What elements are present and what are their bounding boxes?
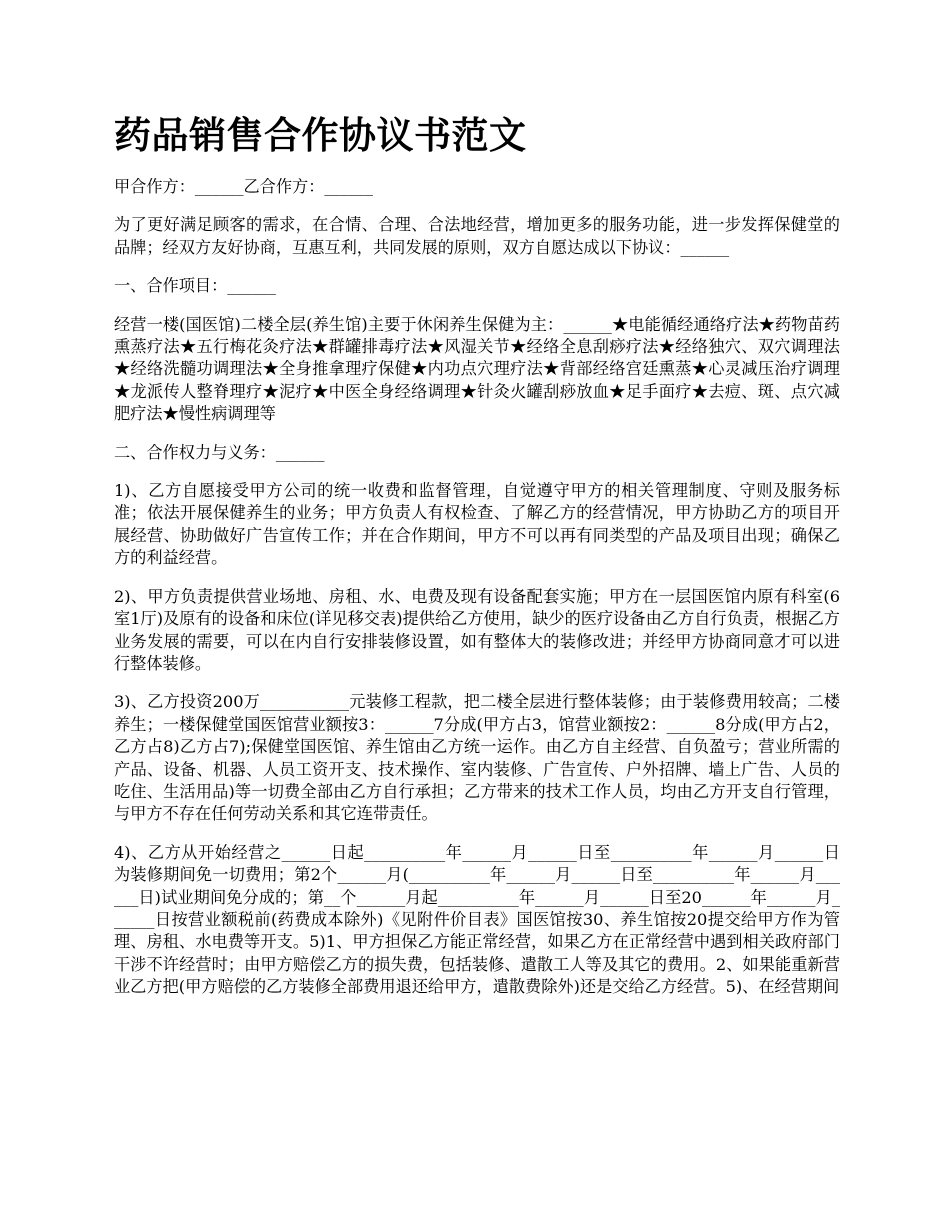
section-heading-rights-obligations: 二、合作权力与义务：______ <box>114 442 325 462</box>
parties-line: 甲合作方：______乙合作方：______ <box>114 177 373 196</box>
document-body <box>114 176 840 1015</box>
clause-4-paragraph: 4)、乙方从开始经营之______日起__________年______月______日至__________年______月______日为装修期间免一切费用；第2个______月(__________年______月______日至__________年______月______日)试业期间免分成的；第__个______月起__________年______月______日至20______年______月______日按营业额税前(药费成本除外)《见附件价目表》国医馆按30、养生馆按20提交给甲方作为管理、房租、水电费等开支。5)1、甲方担保乙方能正常经营，如果乙方在正常经营中遇到相关政府部门干涉不许经营时；由甲方赔偿乙方的损失费，包括装修、遣散工人等及其它的费用。2、如果能重新营业乙方把(甲方赔偿的乙方装修全部费用退还给甲方，遣散费除外)还是交给乙方经营。5)、在经营期间 <box>114 842 840 997</box>
preamble-paragraph: 为了更好满足顾客的需求，在合情、合理、合法地经营，增加更多的服务功能，进一步发挥保健堂的品牌；经双方友好协商，互惠互利，共同发展的原则，双方自愿达成以下协议：______ <box>114 215 840 257</box>
section-heading-cooperation-project: 一、合作项目：______ <box>114 276 276 296</box>
clause-2-paragraph: 2)、甲方负责提供营业场地、房租、水、电费及现有设备配套实施；甲方在一层国医馆内原有科室(6室1厅)及原有的设备和床位(详见移交表)提供给乙方使用，缺少的医疗设备由乙方自行负责，根据乙方业务发展的需要，可以在内自行安排装修设置，如有整体大的装修改进；并经甲方协商同意才可以进行整体装修。 <box>114 586 840 673</box>
clause-3-paragraph: 3)、乙方投资200万___________元装修工程款，把二楼全层进行整体装修；由于装修费用较高；二楼养生；一楼保健堂国医馆营业额按3：______7分成(甲方占3，馆营业额按2：______8分成(甲方占2，乙方占8)乙方占7);保健堂国医馆、养生馆由乙方统一运作。由乙方自主经营、自负盈亏；营业所需的产品、设备、机器、人员工资开支、技术操作、室内装修、广告宣传、户外招牌、墙上广告、人员的吃住、生活用品)等一切费全部由乙方自行承担；乙方带来的技术工作人员，均由乙方开支自行管理，与甲方不存在任何劳动关系和其它连带责任。 <box>114 692 840 824</box>
document-title: 药品销售合作协议书范文 <box>114 114 527 157</box>
services-paragraph: 经营一楼(国医馆)二楼全层(养生馆)主要于休闲养生保健为主：______★电能循经通络疗法★药物苗药熏蒸疗法★五行梅花灸疗法★群罐排毒疗法★风湿关节★经络全息刮痧疗法★经络独穴、双穴调理法★经络洗髓功调理法★全身推拿理疗保健★内功点穴理疗法★背部经络宫廷熏蒸★心灵减压治疗调理★龙派传人整脊理疗★泥疗★中医全身经络调理★针灸火罐刮痧放血★足手面疗★去痘、斑、点穴减肥疗法★慢性病调理等 <box>114 314 840 424</box>
clause-1-paragraph: 1)、乙方自愿接受甲方公司的统一收费和监督管理，自觉遵守甲方的相关管理制度、守则及服务标准；依法开展保健养生的业务；甲方负责人有权检查、了解乙方的经营情况，甲方协助乙方的项目开展经营、协助做好广告宣传工作；并在合作期间，甲方不可以再有同类型的产品及项目出现；确保乙方的利益经营。 <box>114 481 840 568</box>
